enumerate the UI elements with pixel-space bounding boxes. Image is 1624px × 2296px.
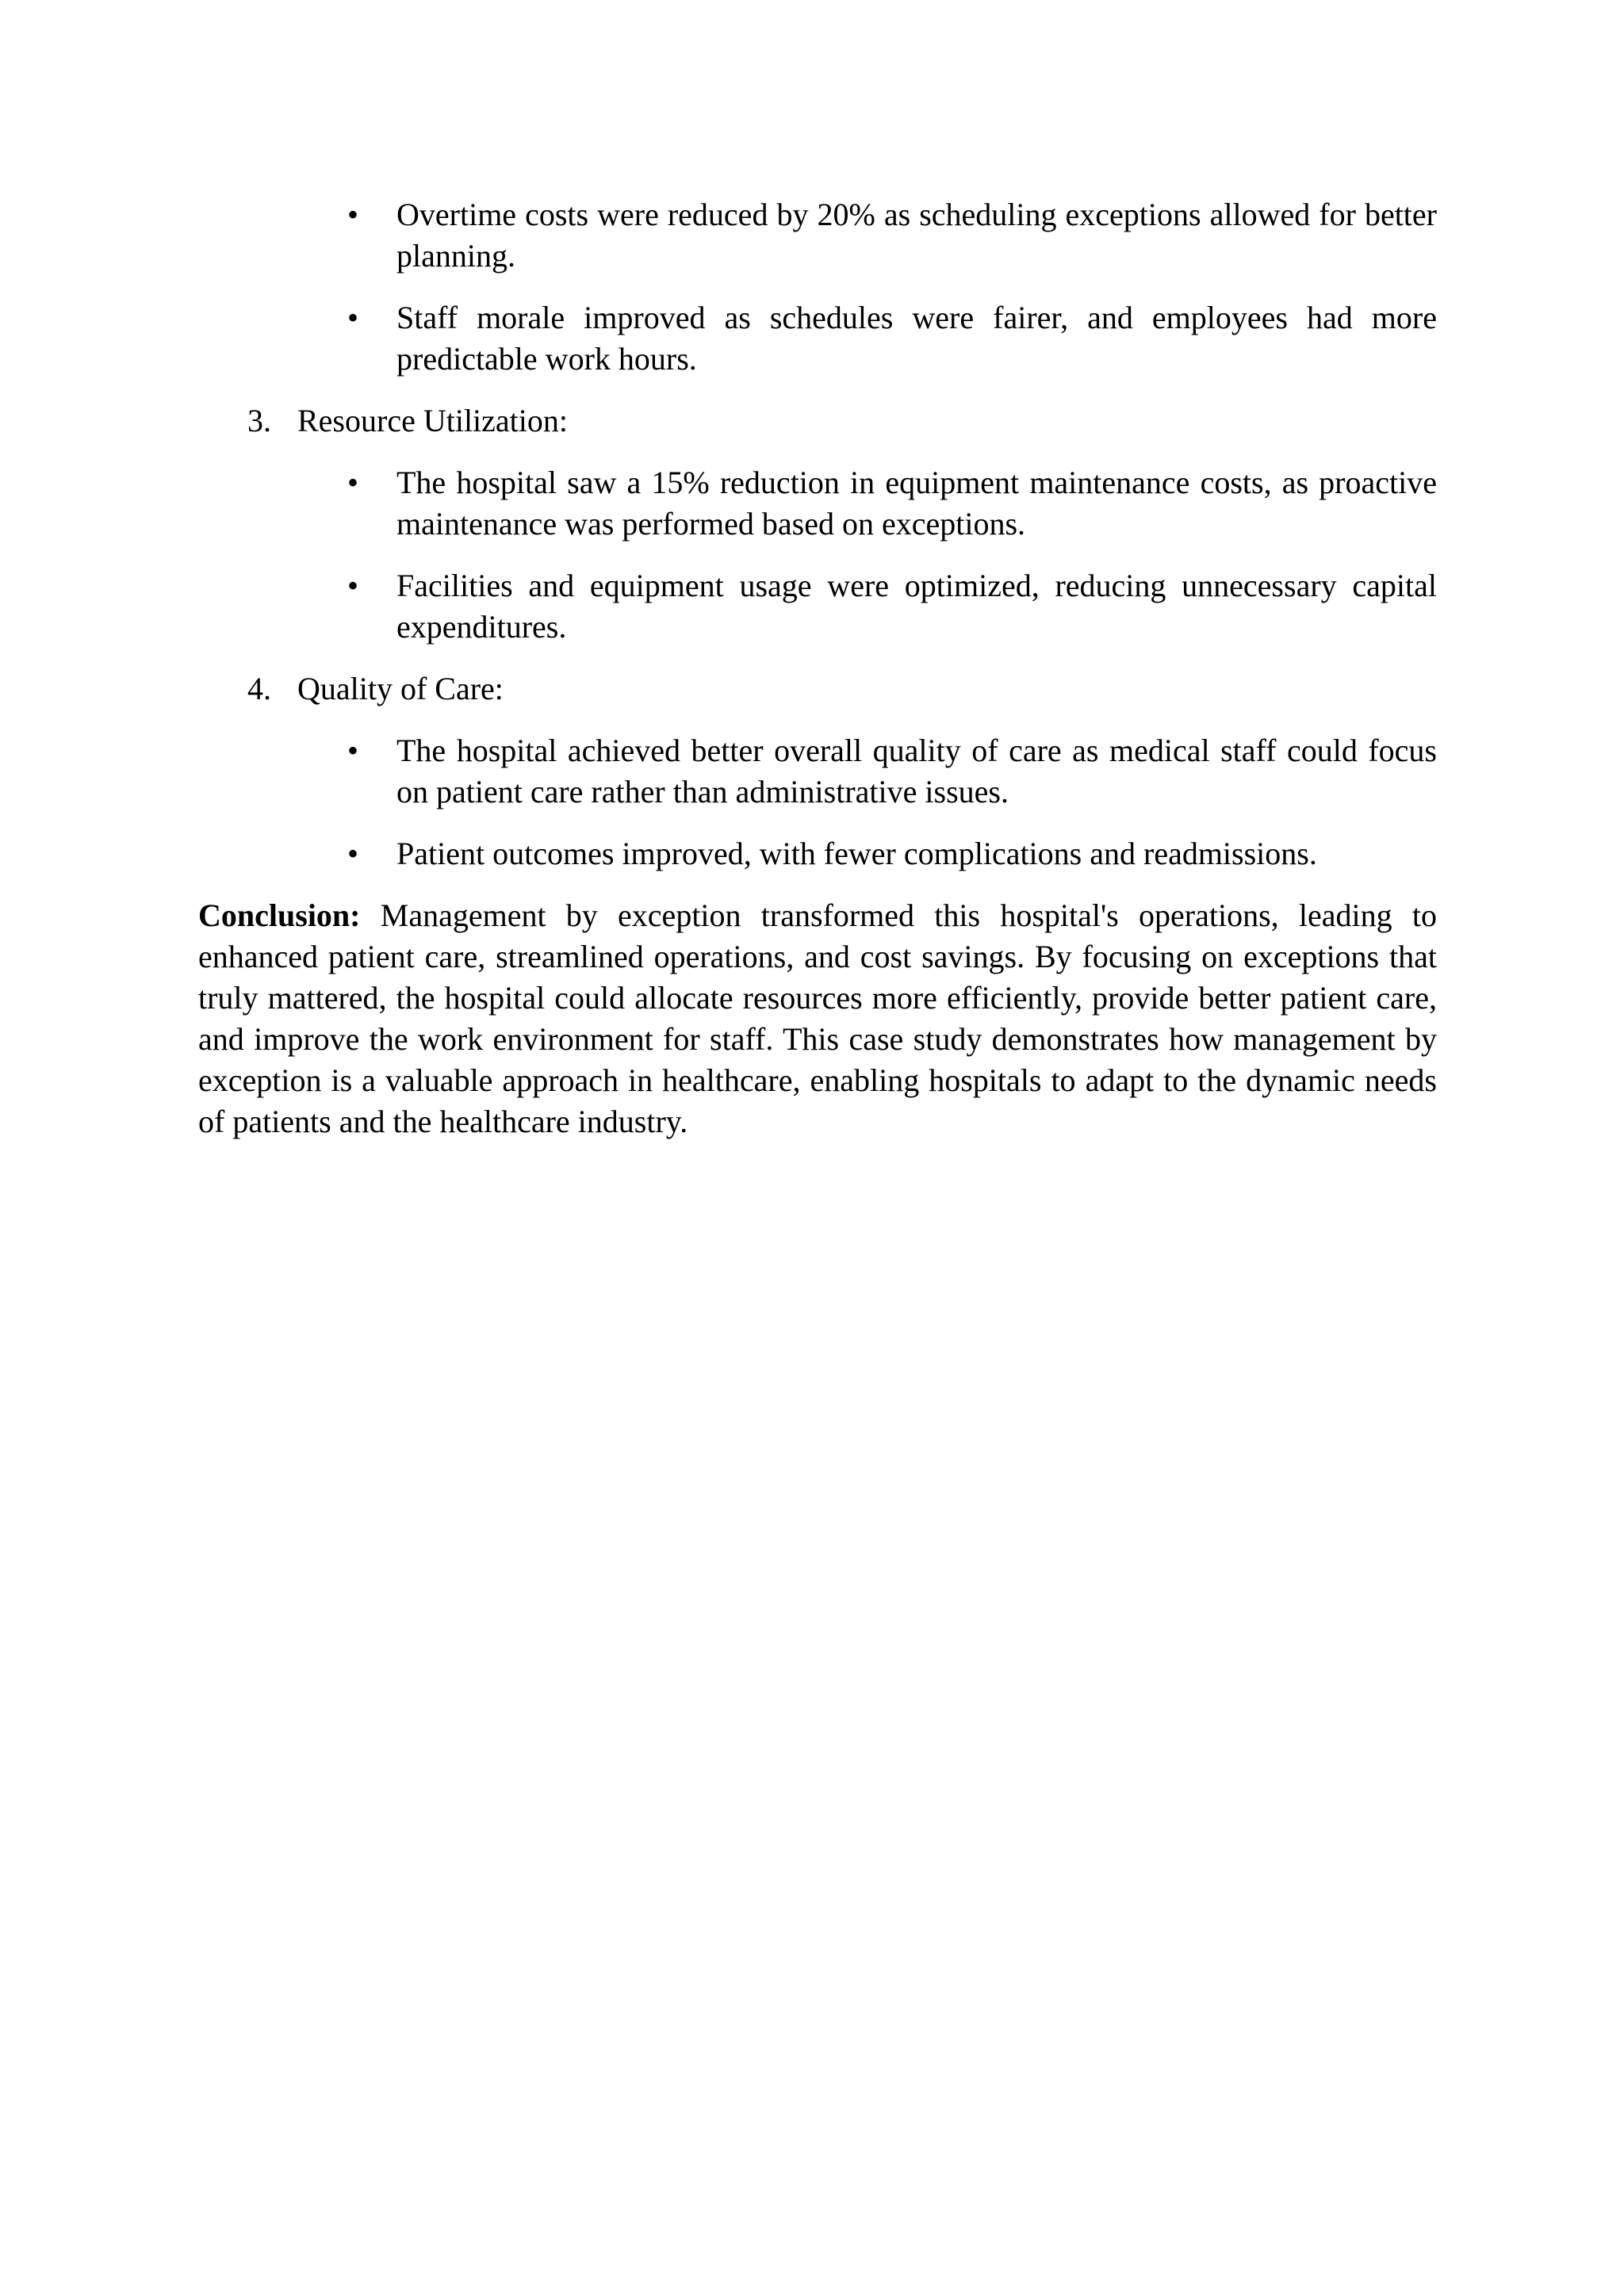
bullet-text: The hospital saw a 15% reduction in equipment maintenance costs, as proactive maintenance was performed based on exceptions. [396,465,1437,541]
bullet-text: Staff morale improved as schedules were fairer, and employees had more predictable work hours. [396,300,1437,377]
section3-heading [198,400,1437,442]
conclusion-label: Conclusion: [198,897,361,933]
section3-number: 3. [247,403,271,438]
conclusion-text: Management by exception transformed this hospital's operations, leading to enhanced patient care, streamlined operations, and cost savings. By focusing on exceptions that truly mattered, the hospital could allocate resources more efficiently, provide better patient care, and improve the work environment for staff. This case study demonstrates how management by exception is a valuable approach in healthcare, enabling hospitals to adapt to the dynamic needs of patients and the healthcare industry. [198,897,1437,1139]
bullet-icon: • [347,197,359,232]
conclusion-paragraph [198,895,1437,1142]
section4-title: Quality of Care: [297,671,504,706]
bullet-icon: • [347,465,359,500]
bullet-icon: • [347,836,359,871]
bullet-text: Patient outcomes improved, with fewer complications and readmissions. [396,836,1317,871]
list-item [198,462,1437,545]
list-item [198,730,1437,813]
bullet-text: Facilities and equipment usage were optimized, reducing unnecessary capital expenditures. [396,568,1437,645]
bullet-icon: • [347,568,359,603]
list-item [198,194,1437,277]
bullet-icon: • [347,300,359,335]
list-item [198,297,1437,380]
bullet-text: Overtime costs were reduced by 20% as scheduling exceptions allowed for better planning. [396,197,1437,274]
section2-bullet-list [198,194,1437,380]
bullet-icon: • [347,733,359,768]
section4-bullet-list [198,730,1437,874]
section3-bullet-list [198,462,1437,648]
section4-number: 4. [247,671,271,706]
bullet-text: The hospital achieved better overall quality of care as medical staff could focus on patient care rather than administrative issues. [396,733,1437,809]
list-item [198,565,1437,648]
list-item [198,833,1437,874]
page-content [198,194,1437,1142]
section3-title: Resource Utilization: [297,403,569,438]
section4-heading [198,668,1437,710]
